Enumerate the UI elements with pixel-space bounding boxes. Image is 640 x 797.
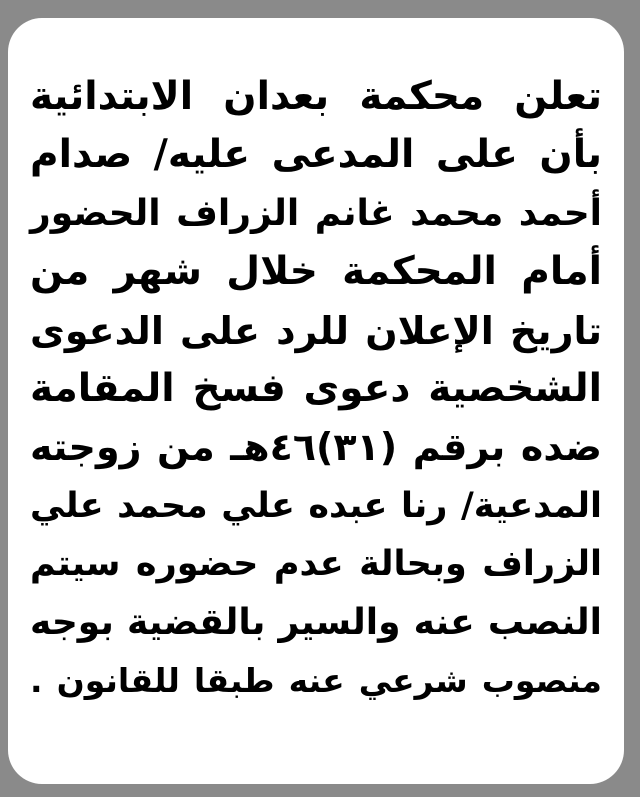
notice-line-7: ضده برقم (٣١)٤٦هـ من زوجته: [30, 425, 602, 470]
notice-line-8: المدعية/ رنا عبده علي محمد علي: [30, 485, 602, 526]
notice-line-6: الشخصية دعوى فسخ المقامة: [30, 365, 602, 411]
notice-line-5: تاريخ الإعلان للرد على الدعوى: [30, 308, 602, 353]
notice-line-11: منصوب شرعي عنه طبقا للقانون .: [30, 660, 602, 700]
notice-line-10: النصب عنه والسير بالقضية بوجه: [30, 601, 602, 643]
notice-line-3: أحمد محمد غانم الزراف الحضور: [30, 192, 602, 234]
notice-card: [8, 18, 624, 784]
notice-line-9: الزراف وبحالة عدم حضوره سيتم: [30, 544, 602, 585]
notice-line-1: تعلن محكمة بعدان الابتدائية: [30, 74, 602, 119]
notice-line-2: بأن على المدعى عليه/ صدام: [30, 132, 602, 178]
notice-line-4: أمام المحكمة خلال شهر من: [30, 249, 602, 295]
court-notice-text: [30, 68, 602, 710]
